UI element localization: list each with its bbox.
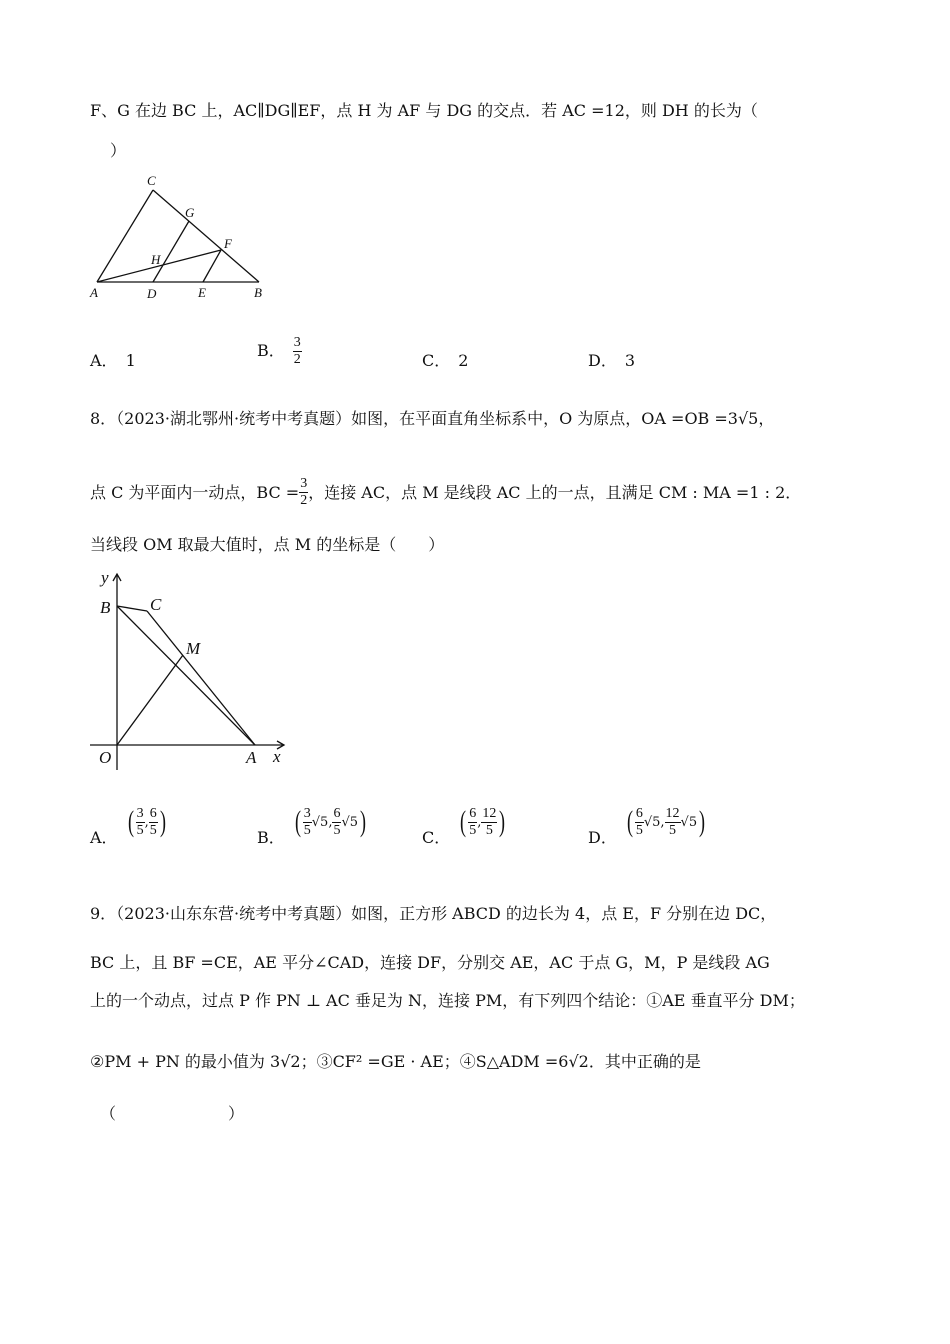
label-D: D (147, 286, 157, 301)
label-E: E (198, 285, 206, 300)
q7-line1: F、G 在边 BC 上，AC∥DG∥EF，点 H 为 AF 与 DG 的交点．若 AC =12，则 DH 的长为（ (90, 101, 758, 120)
label-G: G (185, 205, 195, 220)
q8-line3: 当线段 OM 取最大值时，点 M 的坐标是（ ） (90, 535, 445, 554)
fraction: $\frac{3}{2}$ (293, 335, 301, 367)
label-F: F (224, 236, 232, 251)
axis-label-y: y (101, 568, 109, 587)
label-M: M (186, 639, 201, 658)
q8-option-a[interactable]: A． ( $\frac{3}{5}$ , $\frac{6}{5}$ ) (90, 805, 166, 847)
label-H: H (151, 252, 161, 267)
fraction: $\frac{3}{2}$ (300, 476, 308, 508)
label-C: C (147, 173, 156, 188)
q7-option-d[interactable]: D． 3 (588, 351, 636, 370)
q9-line1: 9．（2023·山东东营·统考中考真题）如图，正方形 ABCD 的边长为 4，点 E，F 分别在边 DC， (90, 904, 777, 923)
q9-line5: （ ） (100, 1104, 245, 1123)
q9-line2: BC 上，且 BF =CE，AE 平分∠CAD，连接 DF，分别交 AE，AC 于点 G，M，P 是线段 AG (90, 953, 770, 972)
label-A: A (90, 285, 98, 300)
q8-line2: 点 C 为平面内一动点， BC = $\frac{3}{2}$ ，连接 AC，点 M 是线段 AC 上的一点，且满足 CM : MA =1 : 2． (90, 476, 802, 508)
q8-option-d[interactable]: D． ( $\frac{6}{5}$ √5 , $\frac{12}{5}$ √5 ) (588, 805, 706, 847)
q7-triangle-figure (85, 170, 275, 305)
q8-option-b[interactable]: B． ( $\frac{3}{5}$ √5 , $\frac{6}{5}$ √5 ) (257, 805, 367, 847)
q8-option-c[interactable]: C． ( $\frac{6}{5}$ , $\frac{12}{5}$ ) (422, 805, 506, 847)
label-O: O (99, 748, 112, 767)
label-C: C (150, 595, 162, 614)
label-B: B (100, 598, 111, 617)
q7-option-b[interactable]: B． $\frac{3}{2}$ (257, 335, 301, 367)
q7-option-a[interactable]: A． 1 (90, 351, 136, 370)
label-B: B (254, 285, 262, 300)
q7-line2: ） (110, 141, 127, 160)
axis-label-x: x (273, 747, 281, 766)
q7-option-c[interactable]: C． 2 (422, 351, 469, 370)
label-A: A (246, 748, 257, 767)
q8-coordinate-figure (88, 566, 298, 776)
q8-line1: 8．（2023·湖北鄂州·统考中考真题）如图，在平面直角坐标系中，O 为原点，OA =OB =3√5， (90, 409, 775, 428)
q9-line4: ②PM + PN 的最小值为 3√2；③CF² =GE · AE；④S△ADM =6√2．其中正确的是 (90, 1052, 701, 1071)
q9-line3: 上的一个动点，过点 P 作 PN ⊥ AC 垂足为 N，连接 PM，有下列四个结论：①AE 垂直平分 DM； (90, 991, 805, 1010)
